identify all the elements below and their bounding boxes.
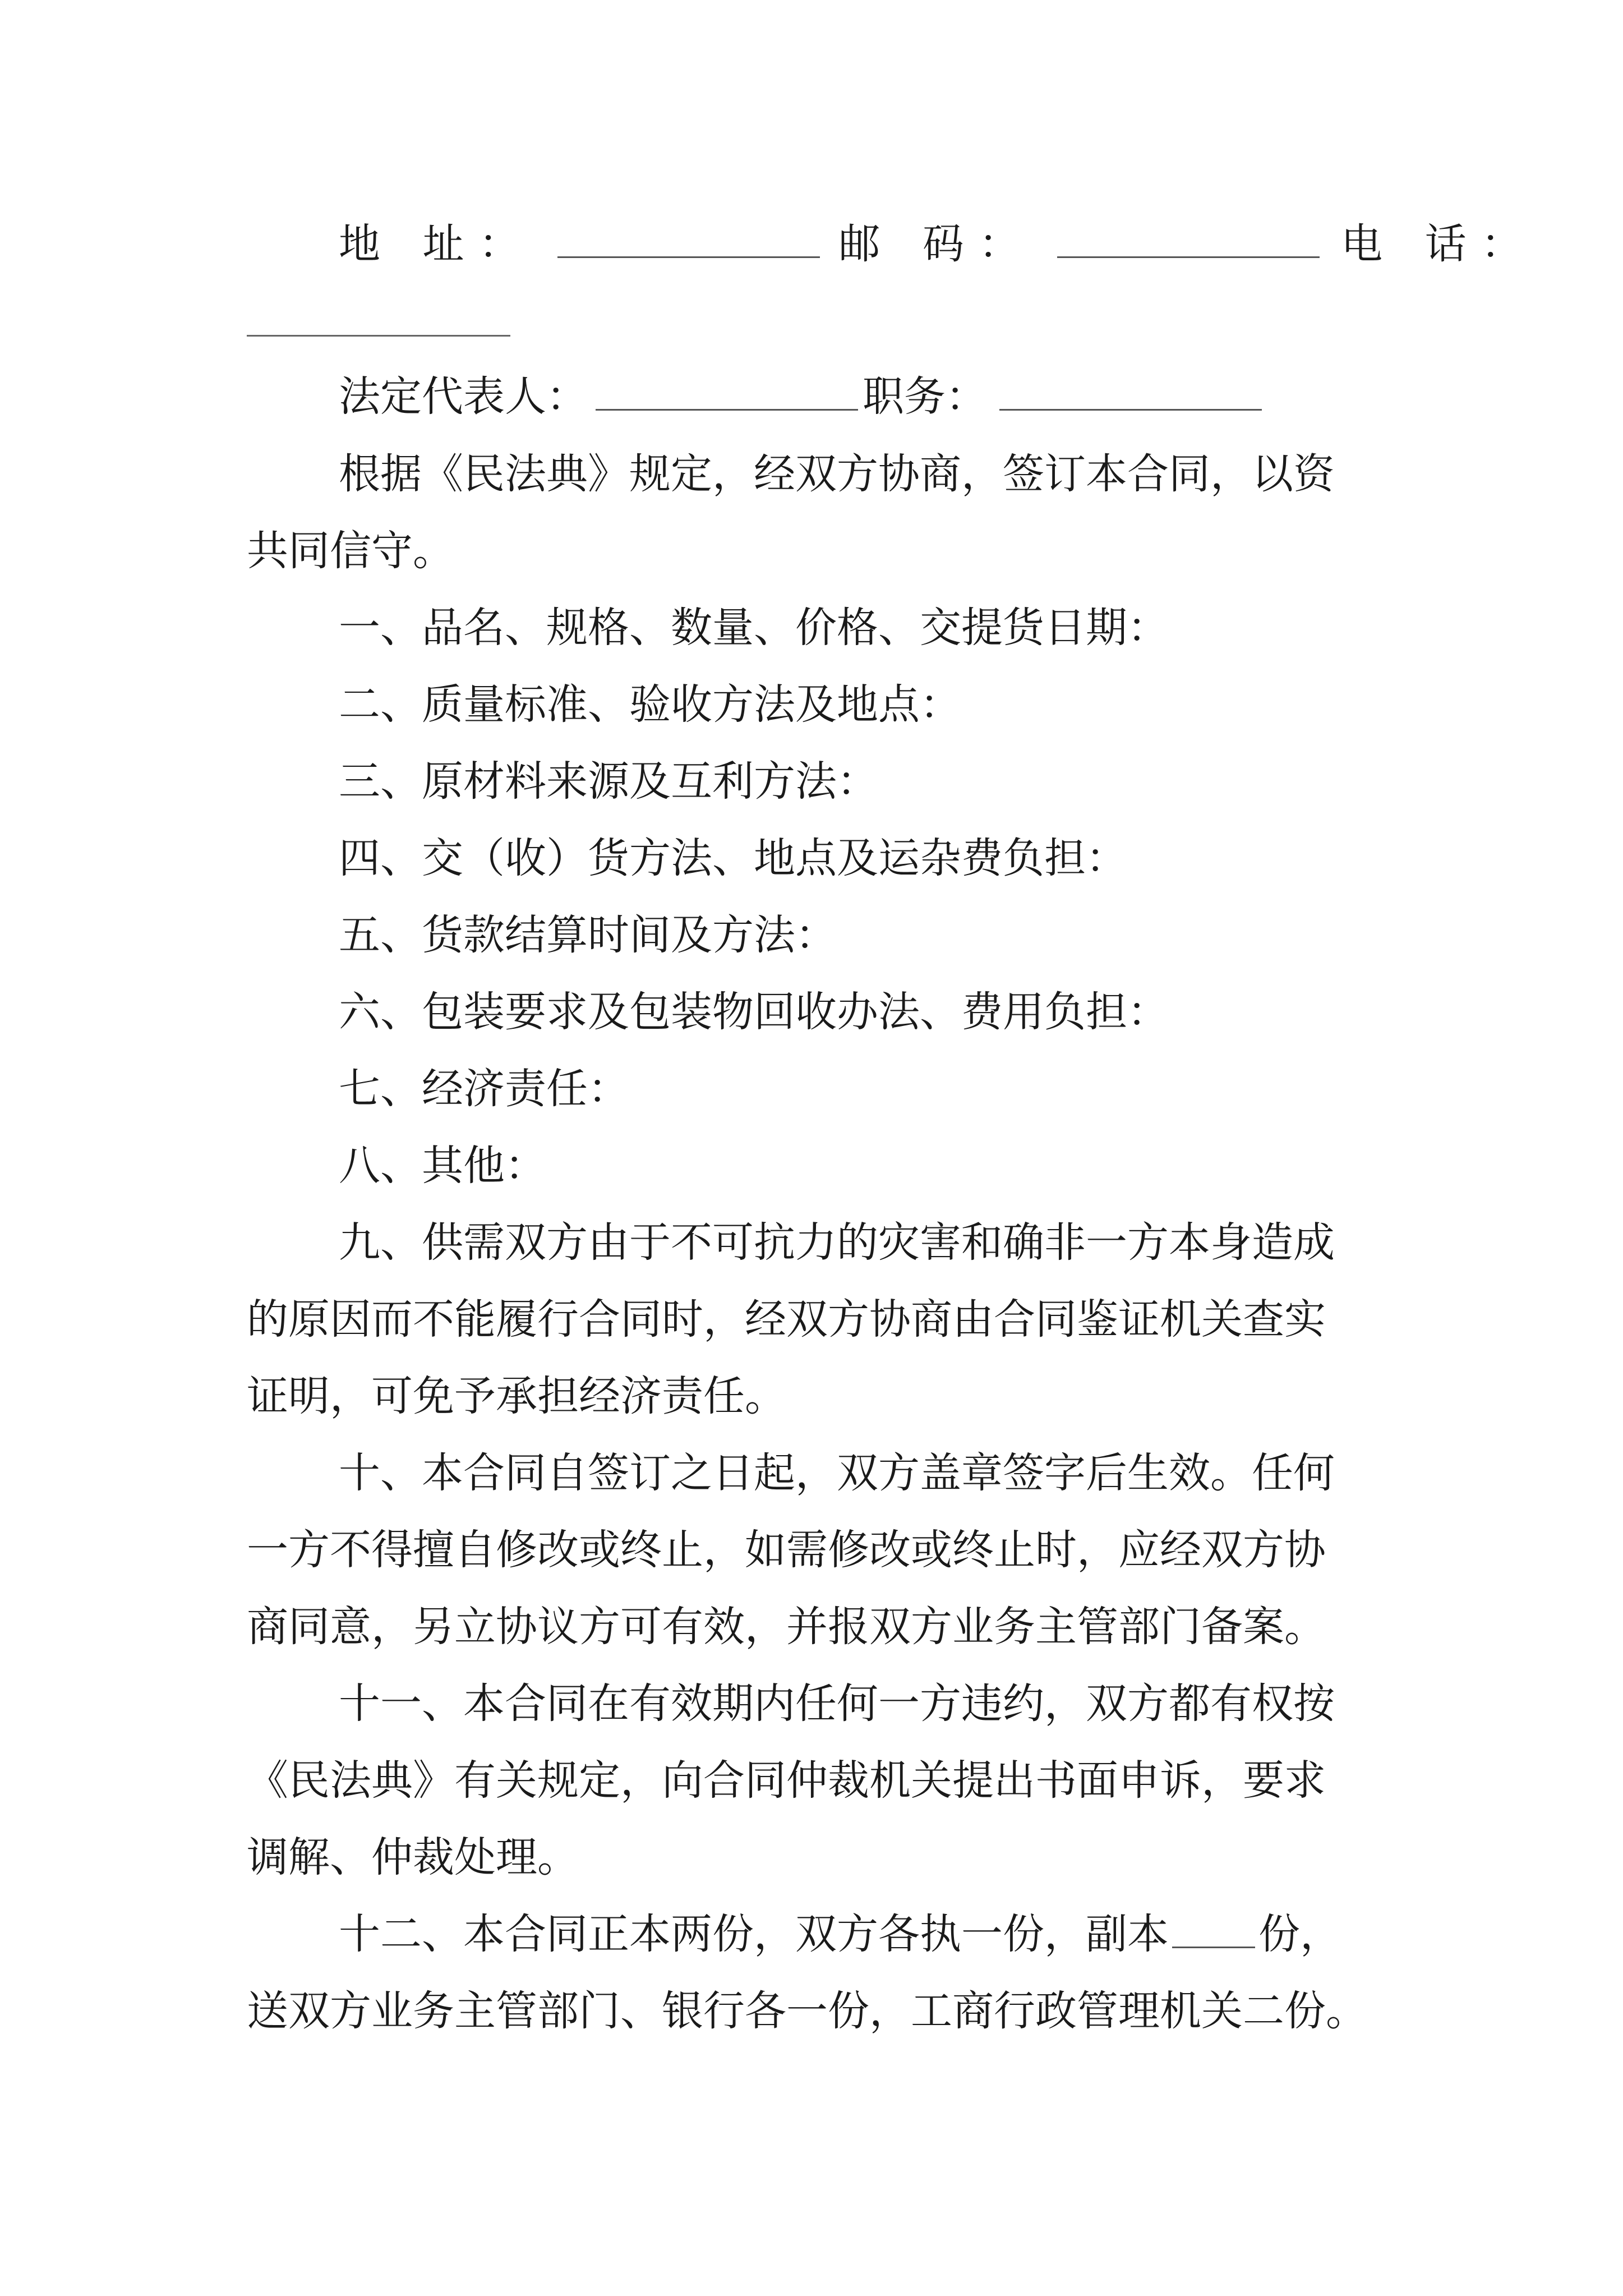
position-blank[interactable]	[999, 409, 1262, 411]
legal-row	[339, 372, 1262, 421]
intro-line-2: 共同信守。	[247, 527, 454, 575]
clause-11-line-1: 十一、本合同在有效期内任何一方违约，双方都有权按	[339, 1680, 1335, 1728]
clause-10-line-3: 商同意，另立协议方可有效，并报双方业务主管部门备案。	[247, 1603, 1326, 1651]
clause-11-line-3: 调解、仲裁处理。	[247, 1833, 579, 1881]
clause-4: 四、交（收）货方法、地点及运杂费负担：	[339, 834, 1127, 882]
clause-10-line-2: 一方不得擅自修改或终止，如需修改或终止时，应经双方协	[247, 1526, 1326, 1574]
clause-8: 八、其他：	[339, 1142, 546, 1190]
clause-2: 二、质量标准、验收方法及地点：	[339, 680, 961, 729]
legal-rep-label: 法定代表人：	[339, 372, 588, 421]
clause-6: 六、包装要求及包装物回收办法、费用负担：	[339, 988, 1169, 1036]
clause-7: 七、经济责任：	[339, 1065, 629, 1113]
clause-12-line-2: 送双方业务主管部门、银行各一份，工商行政管理机关二份。	[247, 1987, 1367, 2035]
clause-3: 三、原材料来源及互利方法：	[339, 757, 878, 806]
clause-12-text-a: 十二、本合同正本两份，双方各执一份，副本	[339, 1910, 1169, 1958]
contact-row	[339, 220, 1537, 268]
clause-10-line-1: 十、本合同自签订之日起，双方盖章签字后生效。任何	[339, 1449, 1335, 1497]
clause-5: 五、货款结算时间及方法：	[339, 911, 837, 959]
address-label: 地 址：	[339, 220, 535, 268]
clause-9-line-3: 证明，可免予承担经济责任。	[247, 1372, 786, 1420]
clause-9-line-1: 九、供需双方由于不可抗力的灾害和确非一方本身造成	[339, 1218, 1335, 1267]
position-label: 职务：	[863, 372, 987, 421]
phone-label: 电 话：	[1341, 220, 1537, 268]
clause-12-text-b: 份，	[1258, 1910, 1341, 1958]
clause-12-line-1	[339, 1910, 1341, 1958]
postcode-label: 邮 码：	[838, 220, 1035, 268]
clause-1: 一、品名、规格、数量、价格、交提货日期：	[339, 604, 1169, 652]
intro-line-1: 根据《民法典》规定，经双方协商，签订本合同，以资	[339, 450, 1335, 498]
clause-11-line-2: 《民法典》有关规定，向合同仲裁机关提出书面申诉，要求	[247, 1756, 1326, 1805]
copies-blank[interactable]	[1172, 1947, 1255, 1948]
address-blank[interactable]	[557, 256, 820, 258]
postcode-blank[interactable]	[1057, 256, 1320, 258]
clause-9-line-2: 的原因而不能履行合同时，经双方协商由合同鉴证机关查实	[247, 1295, 1326, 1343]
legal-rep-blank[interactable]	[596, 409, 858, 411]
phone-blank[interactable]	[247, 335, 510, 337]
